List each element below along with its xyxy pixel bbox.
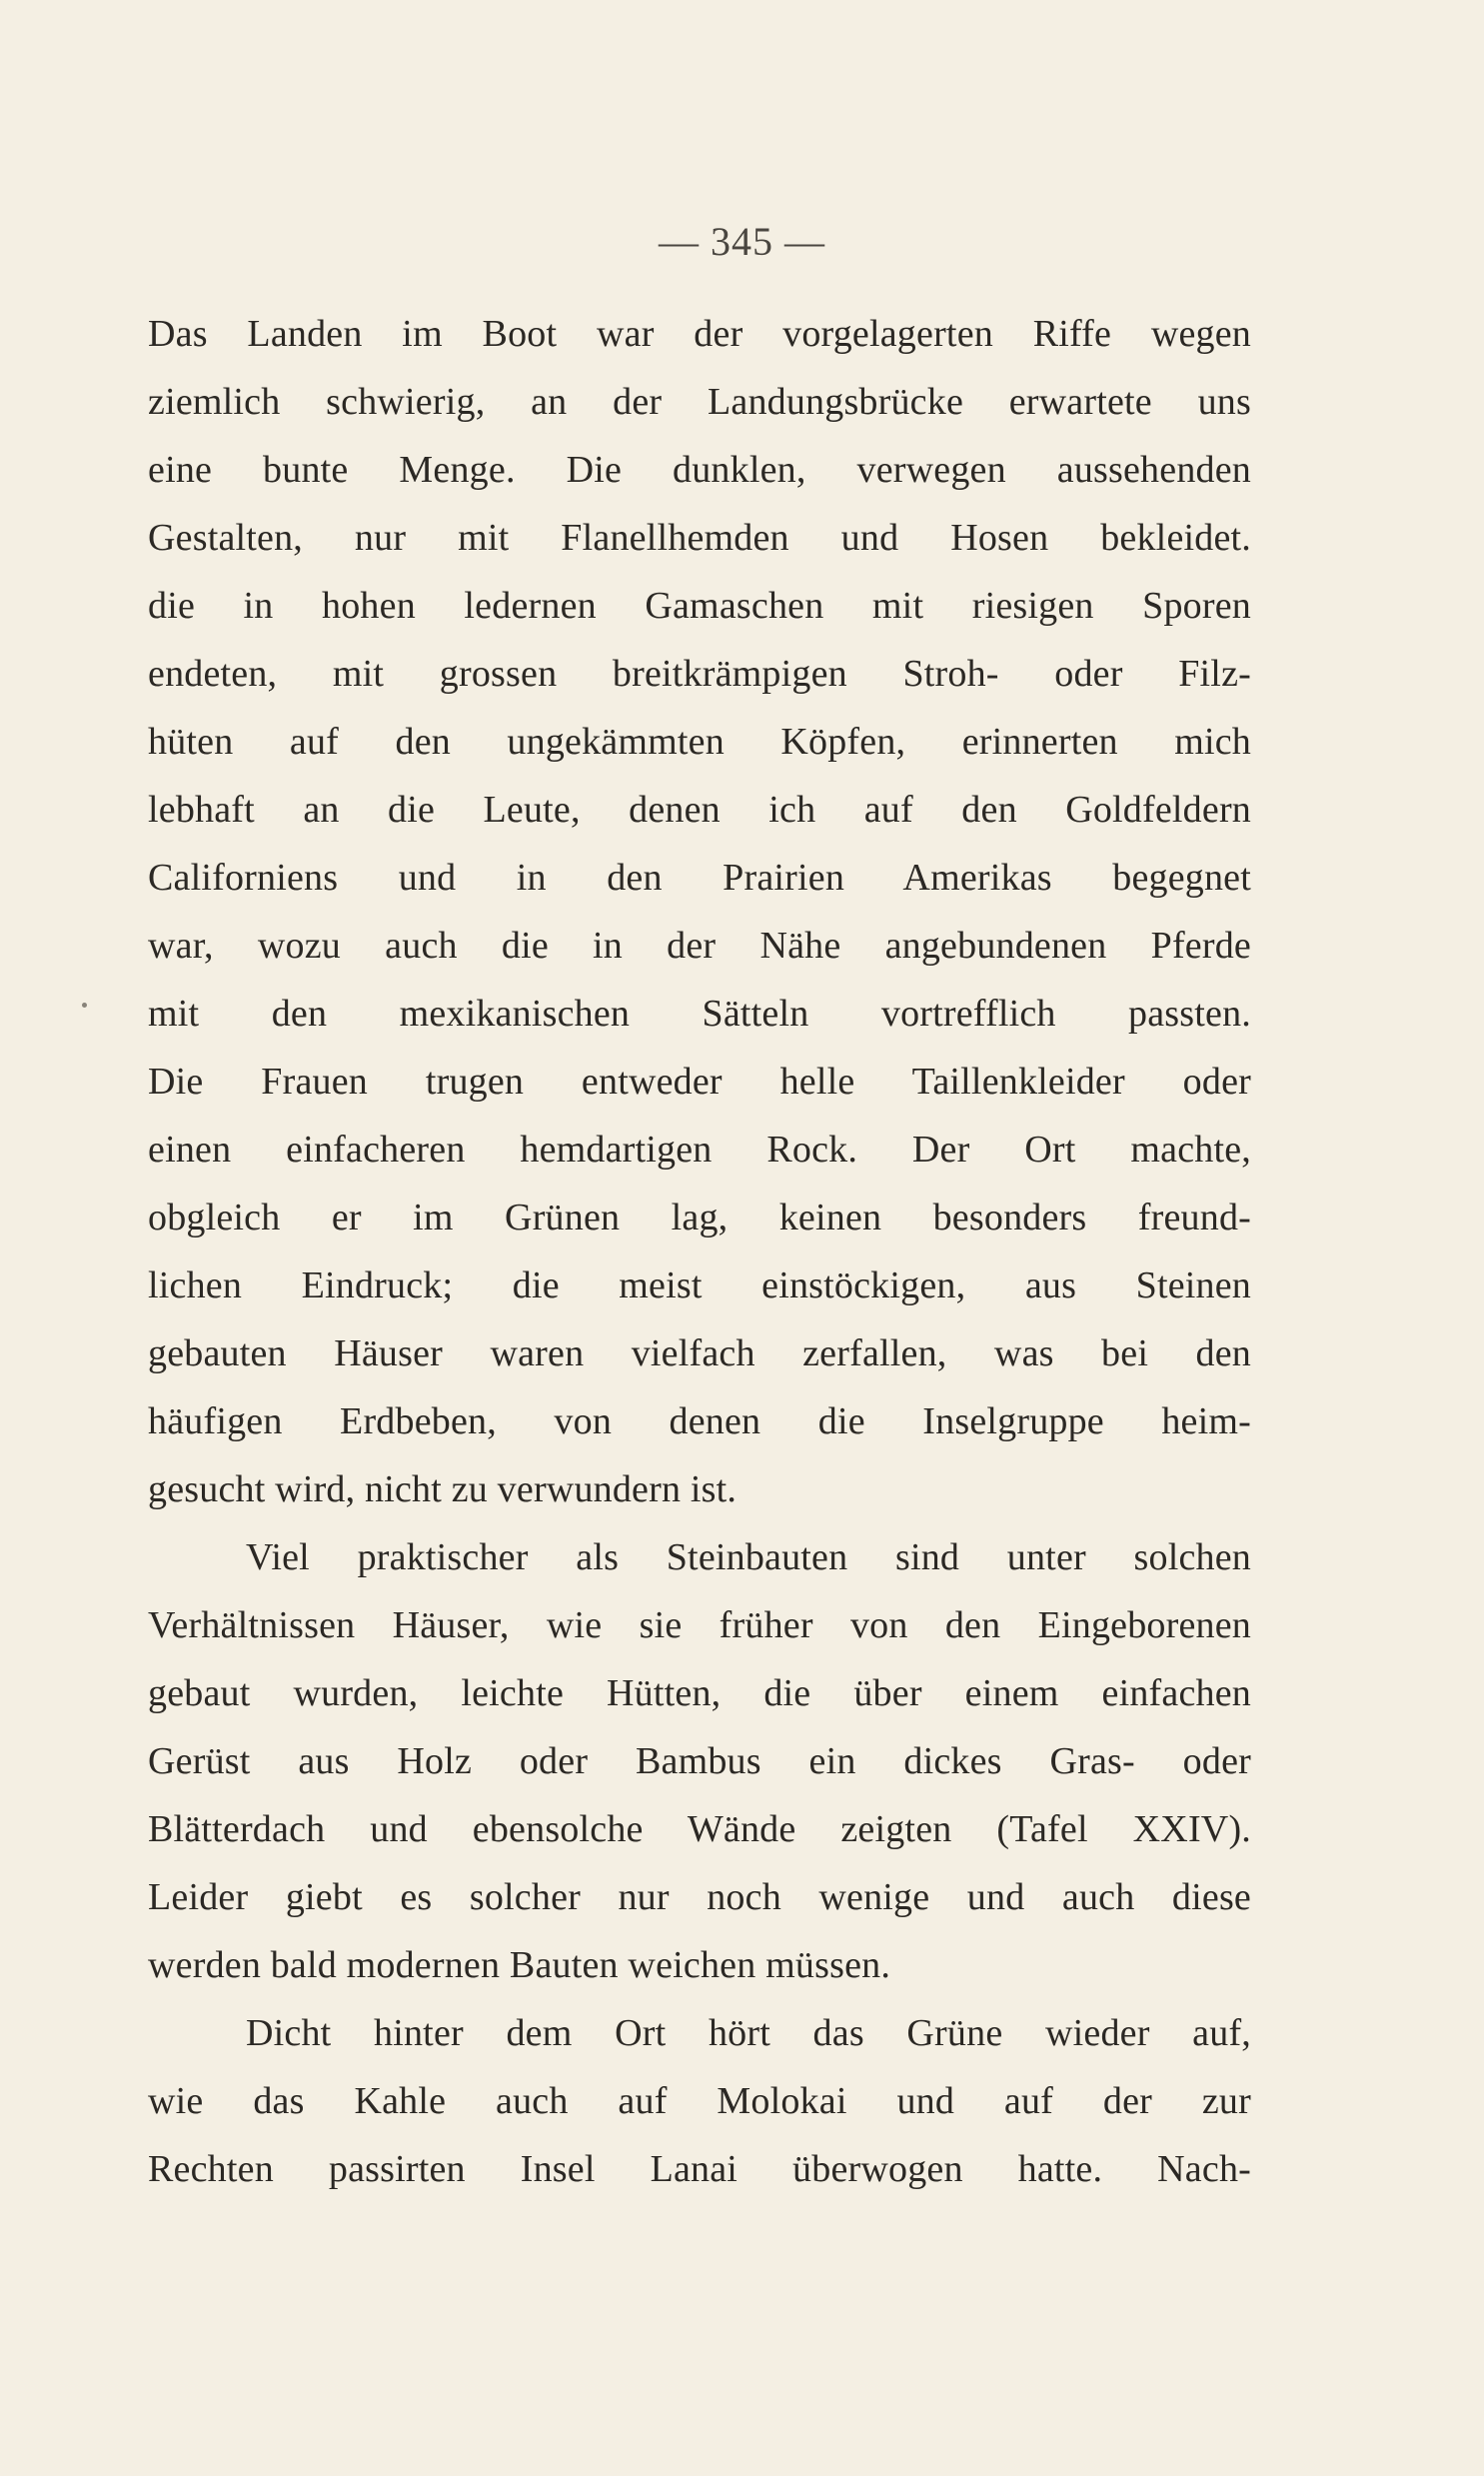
text-line: Gestalten, nur mit Flanellhemden und Hosen bekleidet. (148, 517, 1251, 559)
text-line: Rechten passirten Insel Lanai überwogen hatte. Nach- (148, 2148, 1251, 2190)
text-line: eine bunte Menge. Die dunklen, verwegen aussehenden (148, 449, 1251, 491)
text-line: gebaut wurden, leichte Hütten, die über einem einfachen (148, 1672, 1251, 1714)
text-line: die in hohen ledernen Gamaschen mit riesigen Sporen (148, 585, 1251, 627)
text-line: werden bald modernen Bauten weichen müssen. (148, 1944, 891, 1986)
text-line: lebhaft an die Leute, denen ich auf den Goldfeldern (148, 789, 1251, 831)
text-line: einen einfacheren hemdartigen Rock. Der Ort machte, (148, 1129, 1251, 1171)
text-line: endeten, mit grossen breitkrämpigen Stroh- oder Filz- (148, 653, 1251, 695)
text-line: hüten auf den ungekämmten Köpfen, erinnerten mich (148, 721, 1251, 763)
text-line: Viel praktischer als Steinbauten sind unter solchen (246, 1536, 1251, 1578)
page-number: — 345 — (659, 219, 825, 264)
text-line: Dicht hinter dem Ort hört das Grüne wieder auf, (246, 2012, 1251, 2054)
text-line: lichen Eindruck; die meist einstöckigen, aus Steinen (148, 1264, 1251, 1306)
text-line: Verhältnissen Häuser, wie sie früher von den Eingeborenen (148, 1604, 1251, 1646)
body-text (148, 300, 1251, 2203)
text-line: häufigen Erdbeben, von denen die Inselgruppe heim- (148, 1400, 1251, 1442)
paragraph-2 (148, 1523, 1251, 1999)
text-line: gebauten Häuser waren vielfach zerfallen, was bei den (148, 1332, 1251, 1374)
text-line: Blätterdach und ebensolche Wände zeigten (Tafel XXIV). (148, 1808, 1251, 1850)
text-line: Das Landen im Boot war der vorgelagerten Riffe wegen (148, 313, 1251, 355)
text-line: Die Frauen trugen entweder helle Taillenkleider oder (148, 1061, 1251, 1103)
text-line: wie das Kahle auch auf Molokai und auf der zur (148, 2080, 1251, 2122)
paragraph-1 (148, 300, 1251, 1523)
text-line: ziemlich schwierig, an der Landungsbrücke erwartete uns (148, 381, 1251, 423)
text-line: war, wozu auch die in der Nähe angebundenen Pferde (148, 925, 1251, 967)
text-line: gesucht wird, nicht zu verwundern ist. (148, 1468, 738, 1510)
paper-speck (82, 1003, 87, 1008)
text-line: Leider giebt es solcher nur noch wenige und auch diese (148, 1876, 1251, 1918)
text-line: mit den mexikanischen Sätteln vortrefflich passten. (148, 993, 1251, 1035)
text-line: Gerüst aus Holz oder Bambus ein dickes Gras- oder (148, 1740, 1251, 1782)
text-line: obgleich er im Grünen lag, keinen besonders freund- (148, 1197, 1251, 1238)
text-line: Californiens und in den Prairien Amerikas begegnet (148, 857, 1251, 899)
paragraph-3 (148, 1999, 1251, 2203)
